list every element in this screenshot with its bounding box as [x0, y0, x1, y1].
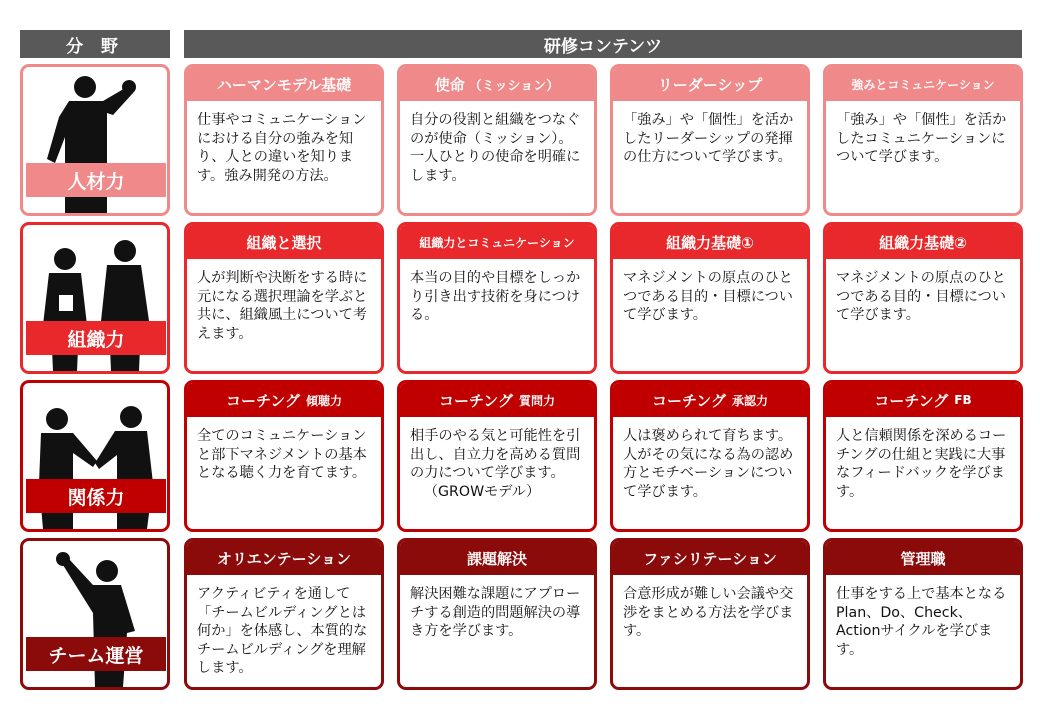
card-title: 組織力とコミュニケーション	[400, 225, 594, 259]
card-management	[823, 538, 1023, 690]
card-body: 仕事をする上で基本となるPlan、Do、Check、Actionサイクルを学びます。	[836, 586, 1007, 658]
card-title: ファシリテーション	[613, 541, 807, 575]
category-team	[20, 538, 170, 690]
field-header: 分 野	[20, 30, 170, 58]
card-herman-model	[184, 64, 384, 216]
card-body: マネジメントの原点のひとつである目的・目標について学びます。	[836, 270, 1006, 323]
card-body: 本当の目的や目標をしっかり引き出す技術を身につける。	[410, 270, 581, 323]
category-label: 関係力	[26, 479, 166, 513]
card-title: 強みとコミュニケーション	[826, 67, 1020, 101]
card-body: 解決困難な課題にアプローチする創造的問題解決の導き方を学びます。	[410, 586, 581, 639]
card-body: 人が判断や決断をする時に元になる選択理論を学ぶと共に、組織風土について考えます。	[197, 270, 368, 342]
card-title: 組織力基礎①	[613, 225, 807, 259]
card-title: 課題解決	[400, 541, 594, 575]
card-title: リーダーシップ	[613, 67, 807, 101]
card-body: 相手のやる気と可能性を引出し、自立力を高める質問の力について学びます。 （GROWモデル）	[400, 417, 594, 501]
card-coaching-questioning	[397, 380, 597, 532]
card-body-note: （GROWモデル）	[423, 483, 541, 500]
card-body: 全てのコミュニケーションと部下マネジメントの基本となる聴く力を育てます。	[197, 428, 367, 481]
card-organization-basics-1	[610, 222, 810, 374]
card-facilitation	[610, 538, 810, 690]
card-strength-communication	[823, 64, 1023, 216]
card-body: 「強み」や「個性」を活かしたコミュニケーションについて学びます。	[836, 112, 1007, 165]
card-leadership	[610, 64, 810, 216]
card-organization-basics-2	[823, 222, 1023, 374]
card-body: 人と信頼関係を深めるコーチングの仕組と実践に大事なフィードバックを学びます。	[836, 428, 1007, 500]
card-mission	[397, 64, 597, 216]
card-title: 組織と選択	[187, 225, 381, 259]
card-title: コーチング 承認力	[613, 383, 807, 417]
category-label: 人材力	[26, 163, 166, 197]
card-organization-choice	[184, 222, 384, 374]
category-kankei	[20, 380, 170, 532]
card-title: コーチング 質問力	[400, 383, 594, 417]
category-soshiki	[20, 222, 170, 374]
card-organization-communication	[397, 222, 597, 374]
card-title: 管理職	[826, 541, 1020, 575]
card-title: コーチング 傾聴力	[187, 383, 381, 417]
card-body: 合意形成が難しい会議や交渉をまとめる方法を学びます。	[623, 586, 794, 639]
card-body: 自分の役割と組織をつなぐのが使命（ミッション）。一人ひとりの使命を明確にします。	[410, 112, 581, 184]
card-body: 人は褒められて育ちます。人がその気になる為の認め方とモチベーションについて学びます。	[623, 428, 794, 500]
category-label: チーム運営	[26, 637, 166, 671]
card-body: アクティビティを通して「チームビルディングとは何か」を体感し、本質的なチームビルディングを理解します。	[197, 586, 368, 676]
card-title: ハーマンモデル基礎	[187, 67, 381, 101]
card-body: 「強み」や「個性」を活かしたリーダーシップの発揮の仕方について学びます。	[623, 112, 794, 165]
card-coaching-acknowledgement	[610, 380, 810, 532]
category-label: 組織力	[26, 321, 166, 355]
card-title: オリエンテーション	[187, 541, 381, 575]
card-orientation	[184, 538, 384, 690]
card-title: コーチング FB	[826, 383, 1020, 417]
card-title: 組織力基礎②	[826, 225, 1020, 259]
card-coaching-listening	[184, 380, 384, 532]
card-problem-solving	[397, 538, 597, 690]
category-jinzai	[20, 64, 170, 216]
card-body: 仕事やコミュニケーションにおける自分の強みを知り、人との違いを知ります。強み開発の方法。	[197, 112, 367, 184]
card-title: 使命 （ミッション）	[400, 67, 594, 101]
contents-header: 研修コンテンツ	[184, 30, 1022, 58]
card-body: マネジメントの原点のひとつである目的・目標について学びます。	[623, 270, 793, 323]
card-coaching-feedback	[823, 380, 1023, 532]
